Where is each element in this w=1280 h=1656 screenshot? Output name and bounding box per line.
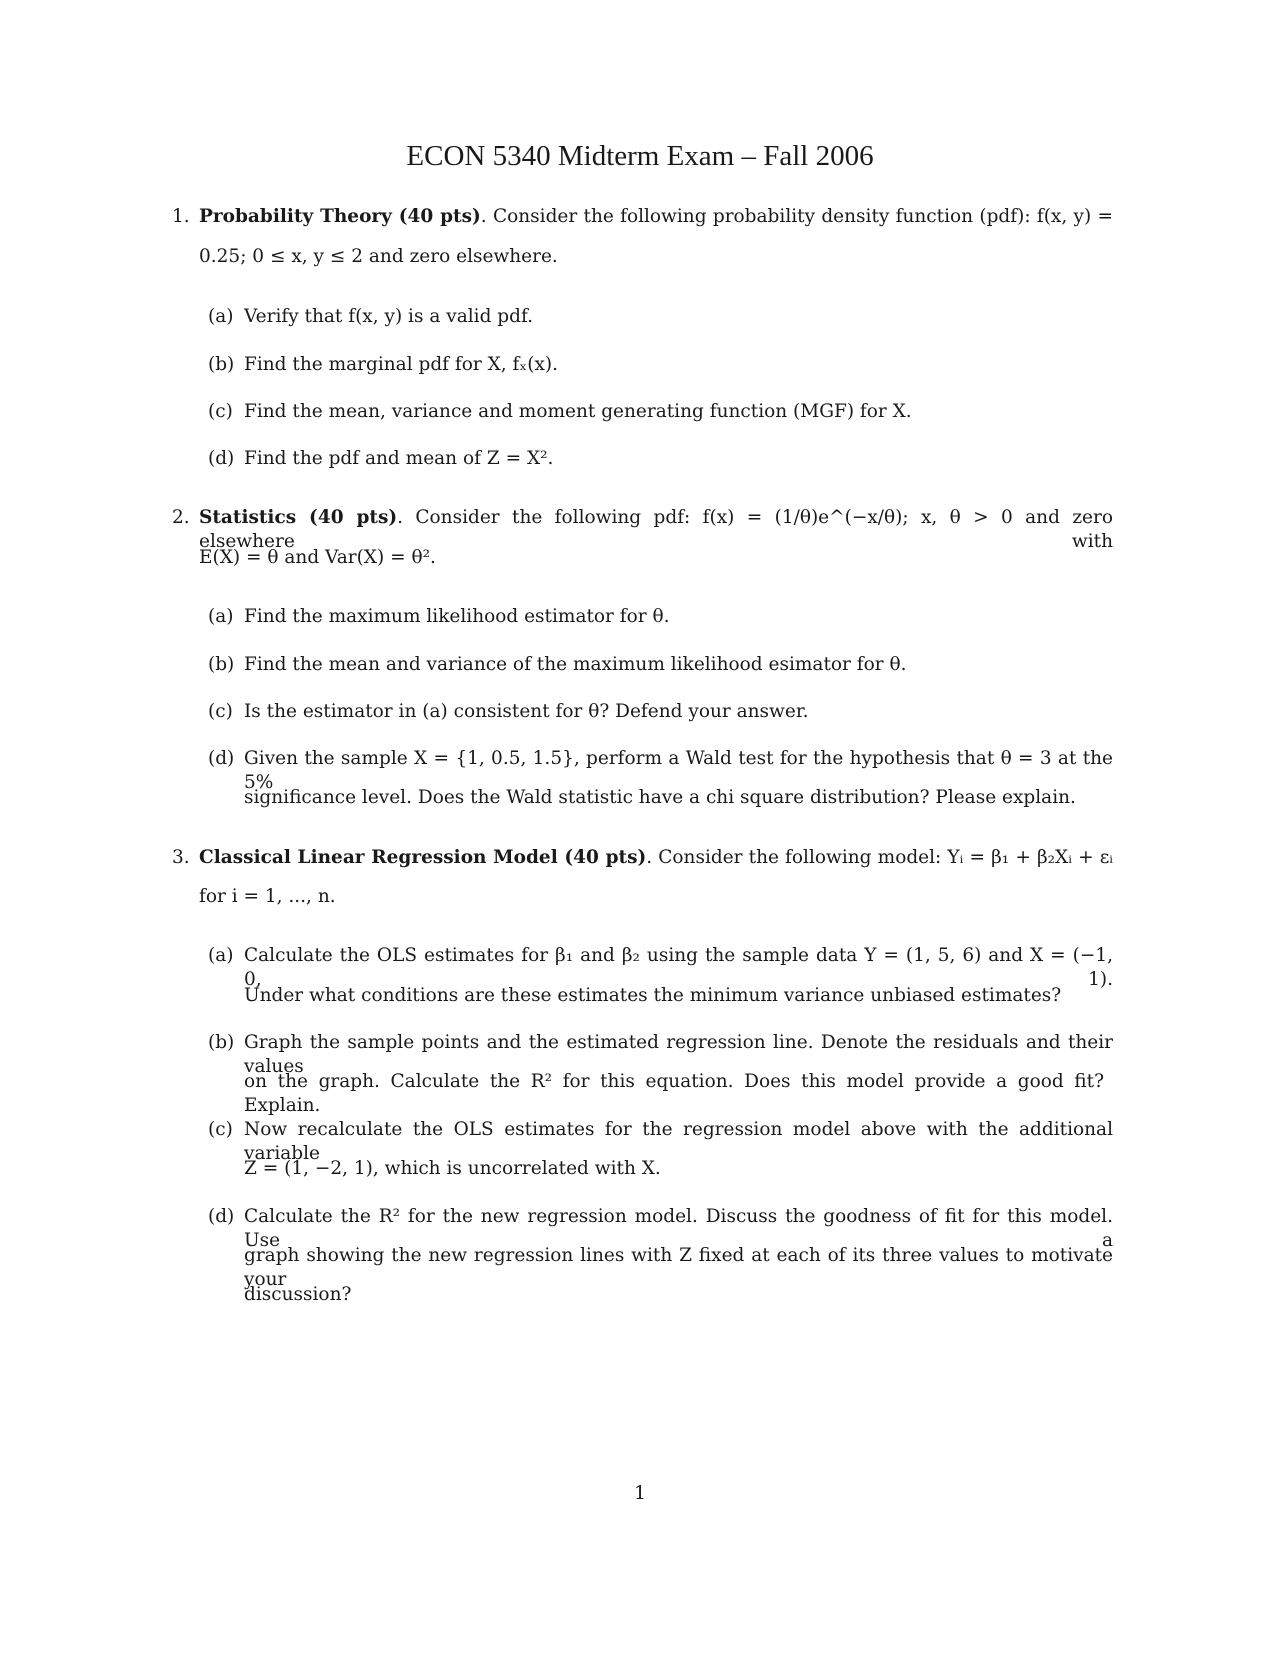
q1-part-c-text: Find the mean, variance and moment generating function (MGF) for X. [244,401,912,422]
question-2-intro-line2: E(X) = θ and Var(X) = θ². [199,547,436,568]
question-2-number: 2. [172,507,190,528]
question-1-number: 1. [172,206,190,227]
q3-part-a-line2: Under what conditions are these estimates the minimum variance unbiased estimates? [244,985,1062,1006]
question-1-intro-line1: . Consider the following probability density function (pdf): f(x, y) = [480,206,1113,227]
q3-part-d-line3: discussion? [244,1284,352,1305]
q2-part-d-line1: Given the sample X = {1, 0.5, 1.5}, perform a Wald test for the hypothesis that θ = 3 at the 5% [244,748,1113,793]
q1-part-d-label: (d) [208,448,235,469]
q2-part-d-label: (d) [208,748,235,769]
q2-part-a-label: (a) [208,606,234,627]
q3-part-c-label: (c) [208,1119,233,1140]
question-1-heading: Probability Theory (40 pts) [199,206,481,227]
q3-part-a-line1: Calculate the OLS estimates for β₁ and β₂ using the sample data Y = (1, 5, 6) and X = (−1, 0, 1). [244,945,1113,990]
q1-part-c-label: (c) [208,401,233,422]
q2-part-a-text: Find the maximum likelihood estimator for θ. [244,606,670,627]
question-2-intro-line1: . Consider the following pdf: f(x) = (1/θ)e^(−x/θ); x, θ > 0 and zero elsewhere with [199,507,1113,552]
question-2-heading: Statistics (40 pts) [199,507,398,528]
q3-part-a-label: (a) [208,945,234,966]
question-3-number: 3. [172,847,190,868]
q1-part-b-text: Find the marginal pdf for X, fₓ(x). [244,354,558,375]
q2-part-c-text: Is the estimator in (a) consistent for θ? Defend your answer. [244,701,809,722]
exam-title: ECON 5340 Midterm Exam – Fall 2006 [406,140,874,172]
q2-part-d-line2: significance level. Does the Wald statistic have a chi square distribution? Please explain. [244,787,1076,808]
question-3-intro [199,846,1113,870]
q1-part-a-label: (a) [208,306,234,327]
q1-part-a-text: Verify that f(x, y) is a valid pdf. [244,306,534,327]
question-3-intro-line2: for i = 1, ..., n. [199,886,336,907]
q3-part-c-line2: Z = (1, −2, 1), which is uncorrelated with X. [244,1158,661,1179]
q3-part-d-line1: Calculate the R² for the new regression model. Discuss the goodness of fit for this model. Use a [244,1206,1113,1251]
q1-part-d-text: Find the pdf and mean of Z = X². [244,448,554,469]
q3-part-d-line2: graph showing the new regression lines with Z fixed at each of its three values to motivate your [244,1245,1113,1290]
q3-part-d-label: (d) [208,1206,235,1227]
question-1-intro [199,205,1113,229]
question-1-intro-line2: 0.25; 0 ≤ x, y ≤ 2 and zero elsewhere. [199,246,558,267]
question-3-heading: Classical Linear Regression Model (40 pts) [199,847,647,868]
q3-part-b-label: (b) [208,1032,235,1053]
q2-part-b-label: (b) [208,654,235,675]
page-number: 1 [633,1482,647,1504]
q3-part-c-line1: Now recalculate the OLS estimates for the regression model above with the additional variable [244,1119,1113,1164]
q3-part-b-line1: Graph the sample points and the estimated regression line. Denote the residuals and their values [244,1032,1113,1077]
question-3-intro-line1: . Consider the following model: Yᵢ = β₁ + β₂Xᵢ + εᵢ [646,847,1113,868]
q3-part-b-line2: on the graph. Calculate the R² for this equation. Does this model provide a good fit? Explain. [244,1071,1104,1116]
q2-part-c-label: (c) [208,701,233,722]
q1-part-b-label: (b) [208,354,235,375]
q2-part-b-text: Find the mean and variance of the maximum likelihood esimator for θ. [244,654,907,675]
